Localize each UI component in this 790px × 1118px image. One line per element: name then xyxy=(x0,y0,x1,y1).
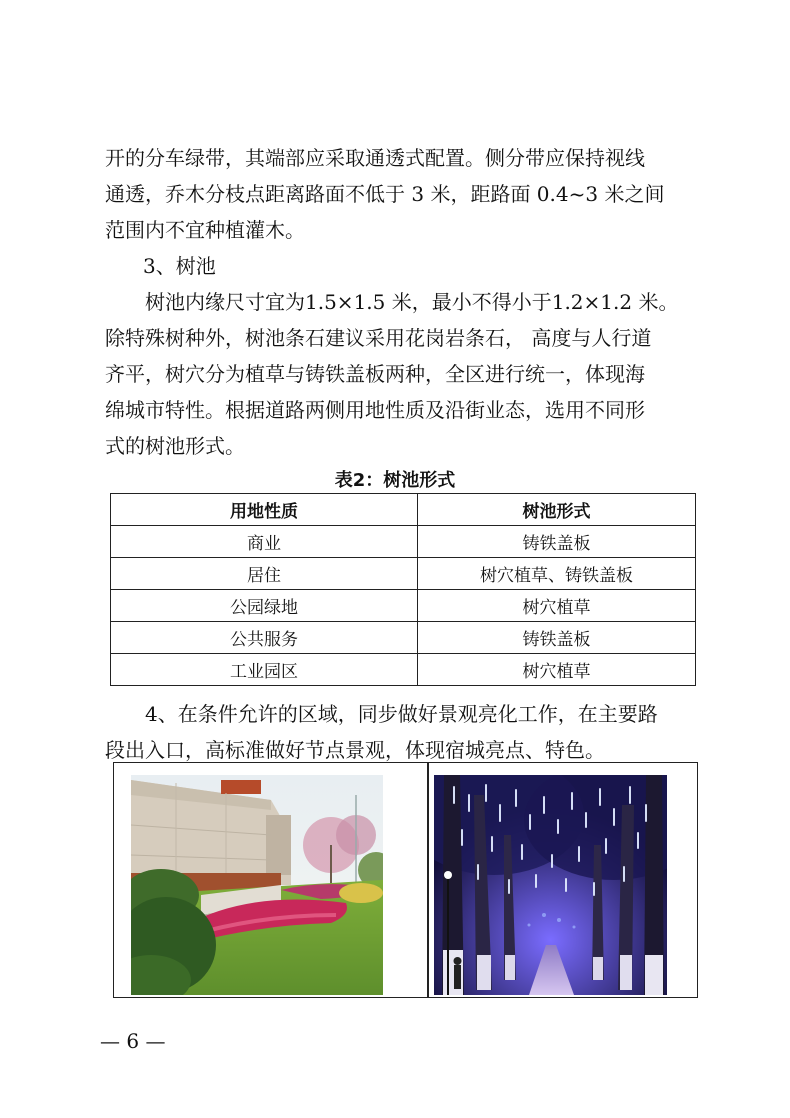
table-cell: 居住 xyxy=(111,558,418,590)
table-cell: 树穴植草 xyxy=(418,590,696,622)
text-line: 齐平，树穴分为植草与铸铁盖板两种，全区进行统一，体现海 xyxy=(105,362,645,386)
text-line: 除特殊树种外，树池条石建议采用花岗岩条石， 高度与人行道 xyxy=(105,326,652,350)
text-line: 式的树池形式。 xyxy=(105,434,245,458)
text-line: 开的分车绿带，其端部应采取通透式配置。侧分带应保持视线 xyxy=(105,146,645,170)
paragraph-tree-pit xyxy=(105,284,690,464)
table-row xyxy=(111,622,696,654)
text-line: 通透，乔木分枝点距离路面不低于 3 米，距路面 0.4~3 米之间 xyxy=(105,182,665,206)
table-row xyxy=(111,590,696,622)
text-line: 范围内不宜种植灌木。 xyxy=(105,218,305,242)
table-cell: 铸铁盖板 xyxy=(418,622,696,654)
text-line: 段出入口，高标准做好节点景观，体现宿城亮点、特色。 xyxy=(105,738,605,762)
table-row xyxy=(111,654,696,686)
table-cell: 铸铁盖板 xyxy=(418,526,696,558)
table-cell: 公共服务 xyxy=(111,622,418,654)
text-line: 绵城市特性。根据道路两侧用地性质及沿街业态，选用不同形 xyxy=(105,398,645,422)
table-header-cell: 树池形式 xyxy=(418,494,696,526)
table-cell: 树穴植草 xyxy=(418,654,696,686)
table-row xyxy=(111,526,696,558)
table-cell: 工业园区 xyxy=(111,654,418,686)
table-row xyxy=(111,558,696,590)
paragraph-lighting xyxy=(105,696,690,768)
table-header-row xyxy=(111,494,696,526)
table-cell: 树穴植草、铸铁盖板 xyxy=(418,558,696,590)
table-cell: 商业 xyxy=(111,526,418,558)
night-tree-lights-photo xyxy=(434,775,667,995)
text-line: 树池内缘尺寸宜为1.5×1.5 米，最小不得小于1.2×1.2 米。 xyxy=(145,290,679,314)
text-line: 4、在条件允许的区域，同步做好景观亮化工作，在主要路 xyxy=(145,702,658,726)
landscape-flowerbed-photo xyxy=(131,775,383,995)
table-header-cell: 用地性质 xyxy=(111,494,418,526)
tree-pit-table xyxy=(110,493,696,686)
table-cell: 公园绿地 xyxy=(111,590,418,622)
page-number: — 6 — xyxy=(100,1029,166,1053)
photo-frame xyxy=(113,762,698,998)
section-heading-tree-pit: 3、树池 xyxy=(143,254,216,278)
paragraph-continued xyxy=(105,140,690,248)
photo-divider xyxy=(427,763,429,997)
table-caption: 表2：树池形式 xyxy=(334,470,456,491)
